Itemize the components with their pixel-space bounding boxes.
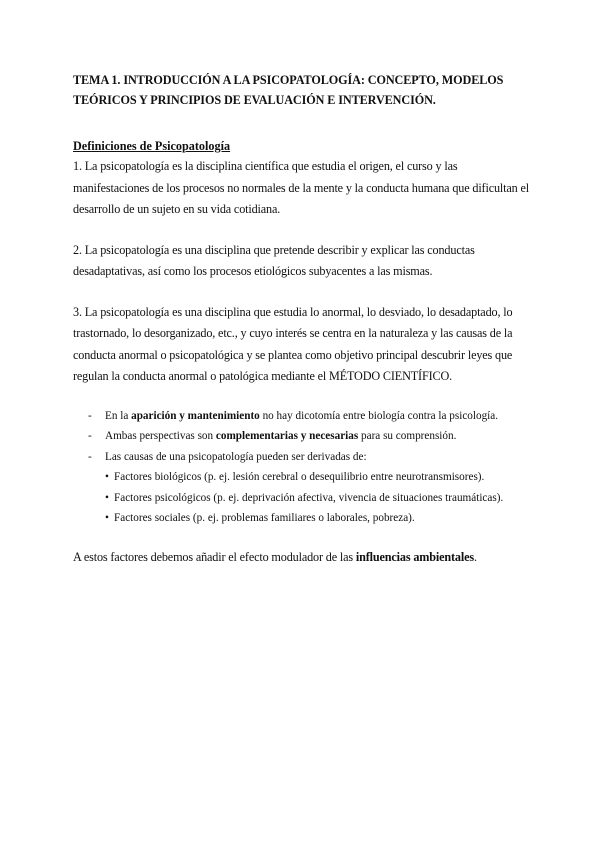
bold-term: complementarias y necesarias — [215, 430, 359, 442]
bold-term: influencias ambientales — [355, 549, 474, 564]
definition-1: 1. La psicopatología es la disciplina científica que estudia el origen, el curso y las manifestaciones de los procesos no normales de la mente y la conducta humana que dificultan el desarrollo de un sujeto en su vida cotidiana. — [73, 159, 529, 216]
list-item: - Ambas perspectivas son complementarias y necesarias para su comprensión. — [73, 426, 533, 447]
definition-2: 2. La psicopatología es una disciplina que pretende describir y explicar las conductas desadaptativas, así como los procesos etiológicos subyacentes a las mismas. — [73, 242, 475, 278]
list-item: - En la aparición y mantenimiento no hay dicotomía entre biología contra la psicología. — [73, 406, 533, 427]
bold-term: aparición y mantenimiento — [131, 409, 260, 422]
section-heading: Definiciones de Psicopatología — [73, 139, 231, 153]
dot-bullet: • — [105, 512, 109, 524]
dash-bullet: - — [88, 430, 92, 442]
dash-bullet: - — [88, 450, 92, 463]
dash-bullet: - — [88, 409, 92, 422]
sublist-item: • Factores psicológicos (p. ej. deprivación afectiva, vivencia de situaciones traumáticas). — [105, 488, 533, 509]
sublist-item: • Factores biológicos (p. ej. lesión cerebral o desequilibrio entre neurotransmisores). — [105, 467, 533, 488]
sublist-item: • Factores sociales (p. ej. problemas familiares o laborales, pobreza). — [105, 508, 533, 529]
definition-3: 3. La psicopatología es una disciplina que estudia lo anormal, lo desviado, lo desadaptado, lo trastornado, lo desorganizado, etc., y cuyo interés se centra en la naturaleza y las causas de la conducta anormal o psicopatológica y se plantea como objetivo principal descubrir leyes que regulan la conducta anormal o patológica mediante el MÉTODO CIENTÍFICO. — [73, 304, 513, 383]
document-page — [73, 70, 533, 568]
closing-paragraph: A estos factores debemos añadir el efecto modulador de las influencias ambientales. — [73, 549, 477, 564]
dot-bullet: • — [105, 471, 109, 483]
list-item: - Las causas de una psicopatología pueden ser derivadas de: • Factores biológicos (p. ej. lesión cerebral o desequilibrio entre neurotransmisores). • Factores psicológicos (p. ej. deprivación afectiva, vivencia de situaciones traumáticas). • Factores sociales (p. ej. problemas familiares o laborales, pobreza). — [73, 447, 533, 529]
dot-bullet: • — [105, 491, 109, 504]
factors-sublist — [105, 467, 533, 529]
document-title: TEMA 1. INTRODUCCIÓN A LA PSICOPATOLOGÍA: CONCEPTO, MODELOS TEÓRICOS Y PRINCIPIOS DE EVALUACIÓN E INTERVENCIÓN. — [73, 73, 504, 107]
causes-list — [73, 406, 533, 529]
